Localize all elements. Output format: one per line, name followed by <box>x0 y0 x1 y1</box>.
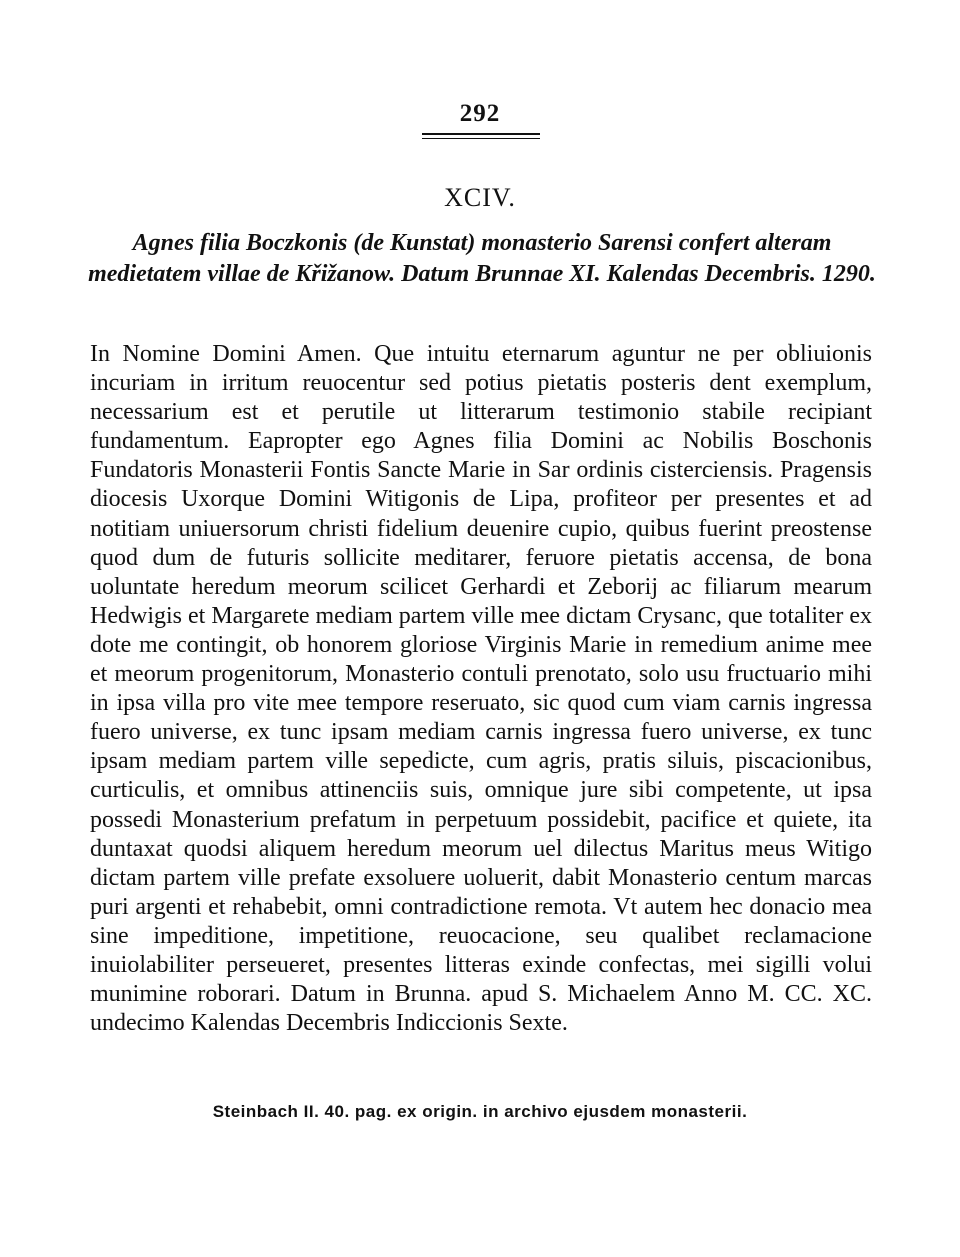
source-note: Steinbach II. 40. pag. ex origin. in archivo ejusdem monasterii. <box>212 1102 748 1121</box>
header-rule-secondary <box>422 138 540 139</box>
charter-text <box>90 340 872 1038</box>
document-number: XCIV. <box>444 183 516 212</box>
header-rule <box>422 133 540 135</box>
document-regest: Agnes filia Boczkonis (de Kunstat) monasterio Sarensi confert alteram medietatem villae de Křižanow. Datum Brunnae XI. Kalendas Decembris. 1290. <box>88 230 876 287</box>
charter-paragraph: In Nomine Domini Amen. Que intuitu eternarum aguntur ne per obliuionis incuriam in irritum reuocentur sed potius pietatis posteris dent exemplum, necessarium est et perutile ut litterarum testimonio stabile recipiant fundamentum. Eapropter ego Agnes filia Domini ac Nobilis Boschonis Fundatoris Monasterii Fontis Sancte Marie in Sar ordinis cisterciensis. Pragensis diocesis Uxorque Domini Witigonis de Lipa, profiteor per presentes et ad notitiam uniuersorum christi fidelium deuenire cupio, quibus fuerint preostense quod dum de futuris sollicite meditarer, feruore pietatis accensa, de bona uoluntate heredum meorum scilicet Gerhardi et Zeborij ac filiarum mearum Hedwigis et Margarete mediam partem ville mee dictam Crysanc, que totaliter ex dote me contingit, ob honorem gloriose Virginis Marie in remedium anime mee et meorum progenitorum, Monasterio contuli prenotato, solo usu fructuario mihi in ipsa villa pro vite mee tempore reseruato, sic quod cum viam carnis ingressa fuero universe, ex tunc ipsam mediam carnis ingressa fuero universe, ex tunc ipsam mediam partem ville sepedicte, cum agris, pratis siluis, piscacionibus, curticulis, et omnibus attinenciis suis, omnique jure sibi competente, ut ipsa possedi Monasterium prefatum in perpetuum possidebit, pacifice et quiete, ita duntaxat quodsi aliquem heredum meorum uel dilectus Maritus meus Witigo dictam partem ville prefate exsoluere uoluerit, dabit Monasterio centum marcas puri argenti et rehabebit, omni contradictione remota. Vt autem hec donacio mea sine impeditione, impetitione, reuocacione, seu qualibet reclamacione inuiolabiliter perseueret, presentes litteras exinde confectas, mei sigilli volui munimine roborari. Datum in Brunna. apud S. Michaelem Anno M. CC. XC. undecimo Kalendas Decembris Indiccionis Sexte. <box>90 341 872 1037</box>
page-number: 292 <box>459 100 501 127</box>
